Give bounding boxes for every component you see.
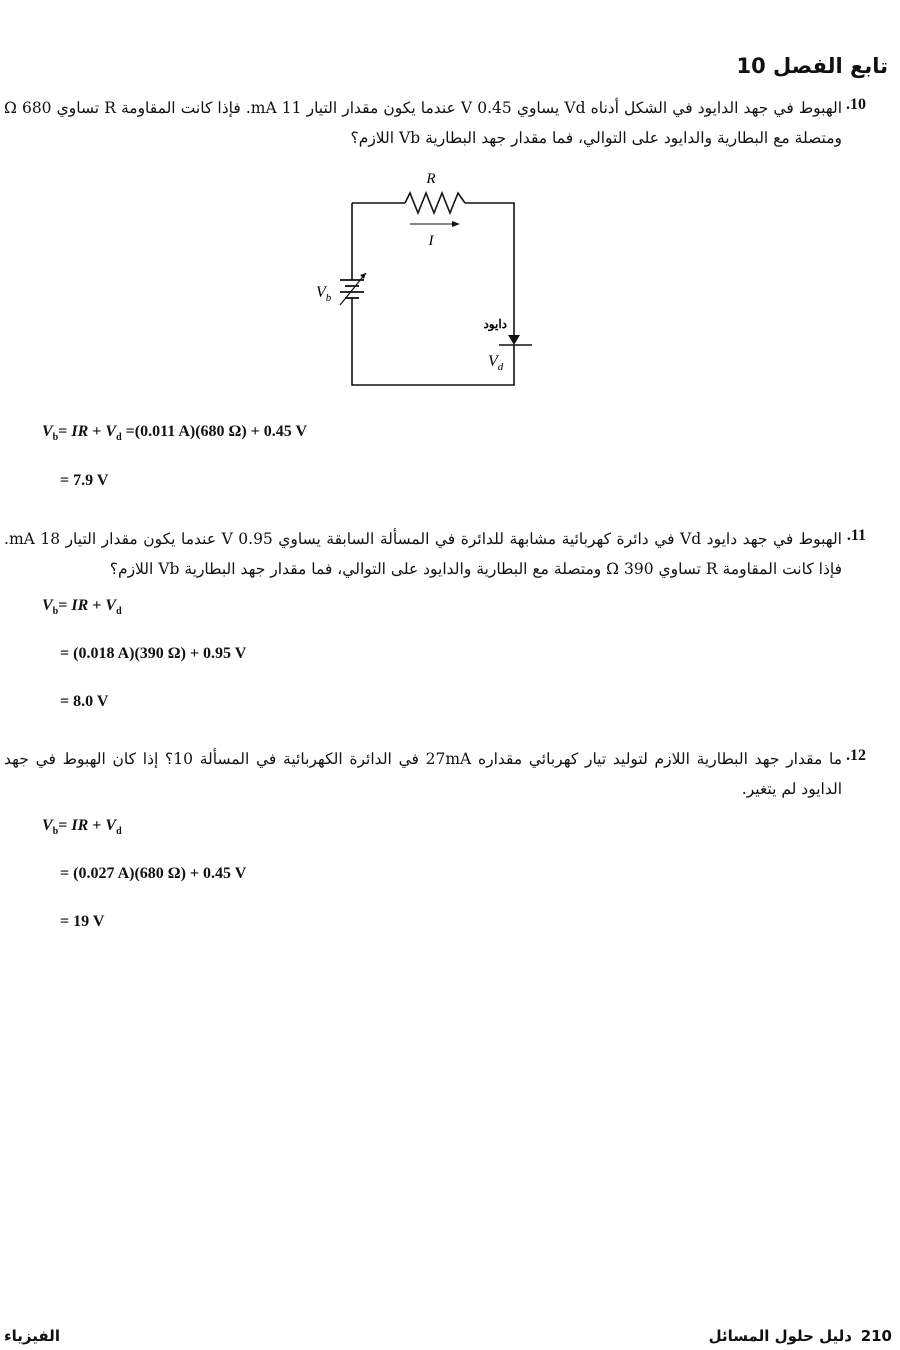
solution-10-result: = 7.9 V <box>60 472 109 489</box>
resistor-symbol <box>405 193 465 213</box>
solution-11-formula: $V_b=$ IR + $V_d$ <box>42 597 122 618</box>
variable-battery-arrow <box>340 273 366 305</box>
battery-label: $V_b$ <box>316 284 332 304</box>
current-arrow-icon <box>452 221 460 227</box>
solution-12-result: = 19 V <box>60 913 105 930</box>
footer-subject: الفيزياء <box>4 1327 60 1345</box>
footer-book-title: دليل حلول المسائل <box>708 1327 852 1345</box>
solution-12-formula: $V_b=$ IR + $V_d$ <box>42 817 122 838</box>
solution-10-line-1: $V_b=$ IR + $V_d =(0.011$ A)(680 Ω) + 0.45 V <box>42 423 308 444</box>
solution-11-result: = 8.0 V <box>60 693 109 710</box>
question-number-12: .12 <box>846 747 866 764</box>
bottom-wire <box>352 303 514 385</box>
right-wire <box>465 203 514 335</box>
question-text-10: الهبوط في جهد الدايود في الشكل أدناه Vd يساوي 0.45 V عندما يكون مقدار التيار 11 mA. فإذا كانت المقاومة R تساوي 680 Ω ومتصلة مع البطارية والدايود على التوالي، فما مقدار جهد البطارية Vb اللازم؟ <box>4 99 843 147</box>
chapter-title: تابع الفصل 10 <box>736 54 888 78</box>
current-label: I <box>428 233 434 249</box>
question-text-11: الهبوط في جهد دايود Vd في دائرة كهربائية مشابهة للدائرة في المسألة السابقة يساوي 0.95 V عندما يكون مقدار التيار 18 mA. فإذا كانت المقاومة R تساوي 390 Ω ومتصلة مع البطارية والدايود على التوالي، فما مقدار جهد البطارية Vb اللازم؟ <box>4 530 842 578</box>
resistor-label: R <box>426 171 436 187</box>
circuit-diagram <box>300 165 550 395</box>
question-text-12: ما مقدار جهد البطارية اللازم لتوليد تيار كهربائي مقداره 27mA في الدائرة الكهربائية في المسألة 10؟ إذا كان الهبوط في جهد الدايود لم يتغير. <box>4 750 843 798</box>
diode-voltage-label: $V_d$ <box>488 353 504 373</box>
diode-symbol <box>508 335 520 345</box>
solution-11-line-2: = (0.018 A)(390 Ω) + 0.95 V <box>60 645 247 662</box>
diode-label: دايود <box>483 317 507 331</box>
question-number-10: .10 <box>846 96 866 113</box>
footer-page-number: 210 <box>860 1327 892 1345</box>
solution-12-line-2: = (0.027 A)(680 Ω) + 0.45 V <box>60 865 247 882</box>
question-number-11: .11 <box>846 527 866 544</box>
